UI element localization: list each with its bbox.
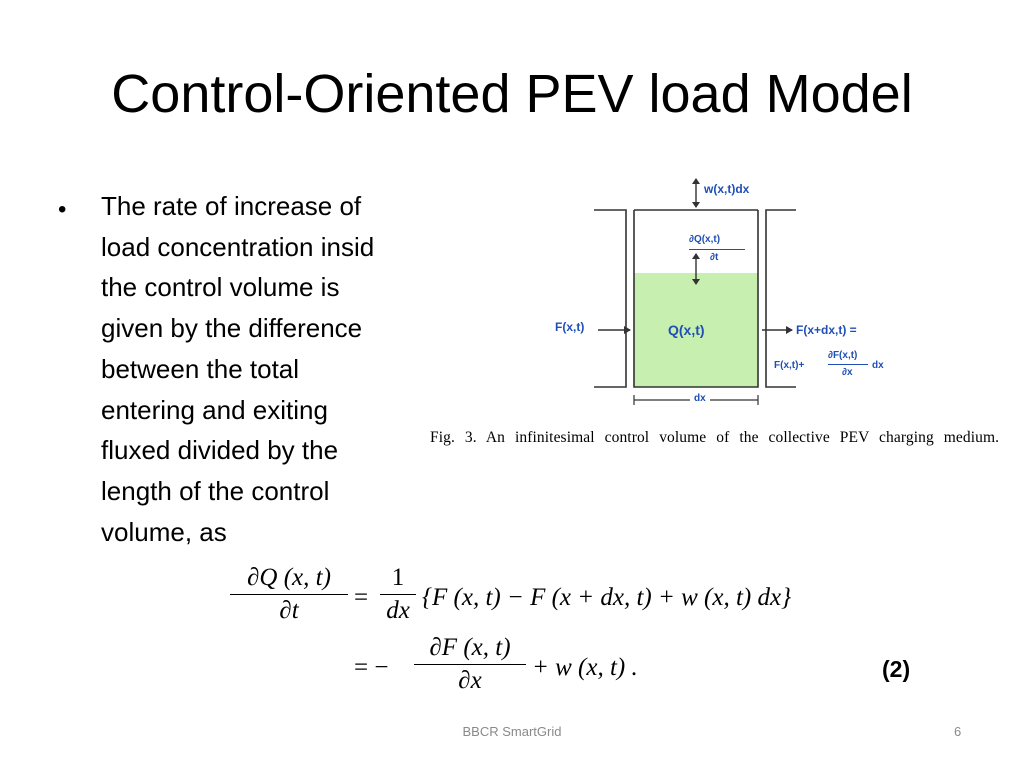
- label-q: Q(x,t): [668, 322, 705, 338]
- label-dx: dx: [690, 393, 710, 404]
- eq-equals-2: = −: [354, 654, 389, 681]
- figure-caption: Fig. 3. An infinitesimal control volume of the collective PEV charging medium.: [430, 429, 1000, 446]
- label-dq-bar: [689, 249, 745, 250]
- label-df-bar: [828, 364, 868, 365]
- eq-df-fraction: ∂F (x, t) ∂x: [414, 634, 526, 695]
- eq-lhs-fraction: ∂Q (x, t) ∂t: [230, 564, 348, 625]
- eq-equals-1: =: [354, 584, 369, 611]
- bullet-dot: •: [58, 196, 67, 223]
- label-df-num: ∂F(x,t): [828, 350, 858, 361]
- bullet-block: [58, 186, 438, 552]
- eq-brace-expression: {F (x, t) − F (x + dx, t) + w (x, t) dx}: [422, 584, 792, 611]
- label-f-out: F(x+dx,t) =: [796, 323, 857, 337]
- eq-number: (2): [882, 656, 911, 682]
- control-volume-diagram: [430, 172, 1024, 422]
- label-df-den: ∂x: [842, 367, 853, 378]
- label-w: w(x,t)dx: [704, 182, 750, 196]
- label-f-out2-a: F(x,t)+: [774, 360, 805, 371]
- label-dq-den: ∂t: [710, 252, 719, 263]
- figure: [430, 172, 1024, 472]
- eq-tail: + w (x, t) .: [532, 654, 638, 681]
- label-dq: ∂Q(x,t): [689, 234, 721, 245]
- footer-text: BBCR SmartGrid: [462, 724, 562, 739]
- page-number: 6: [954, 724, 962, 739]
- eq-one-over-dx: 1 dx: [380, 564, 416, 625]
- label-f-out2-b: dx: [872, 360, 884, 371]
- bullet-text: The rate of increase of load concentration insid the control volume is given by the difference between the total entering and exiting fluxed divided by the length of the control volume, as: [101, 191, 375, 547]
- equation: [230, 562, 950, 702]
- label-f-in: F(x,t): [555, 320, 585, 334]
- outer-wall-left: [594, 210, 626, 387]
- slide-title: Control-Oriented PEV load Model: [111, 64, 913, 124]
